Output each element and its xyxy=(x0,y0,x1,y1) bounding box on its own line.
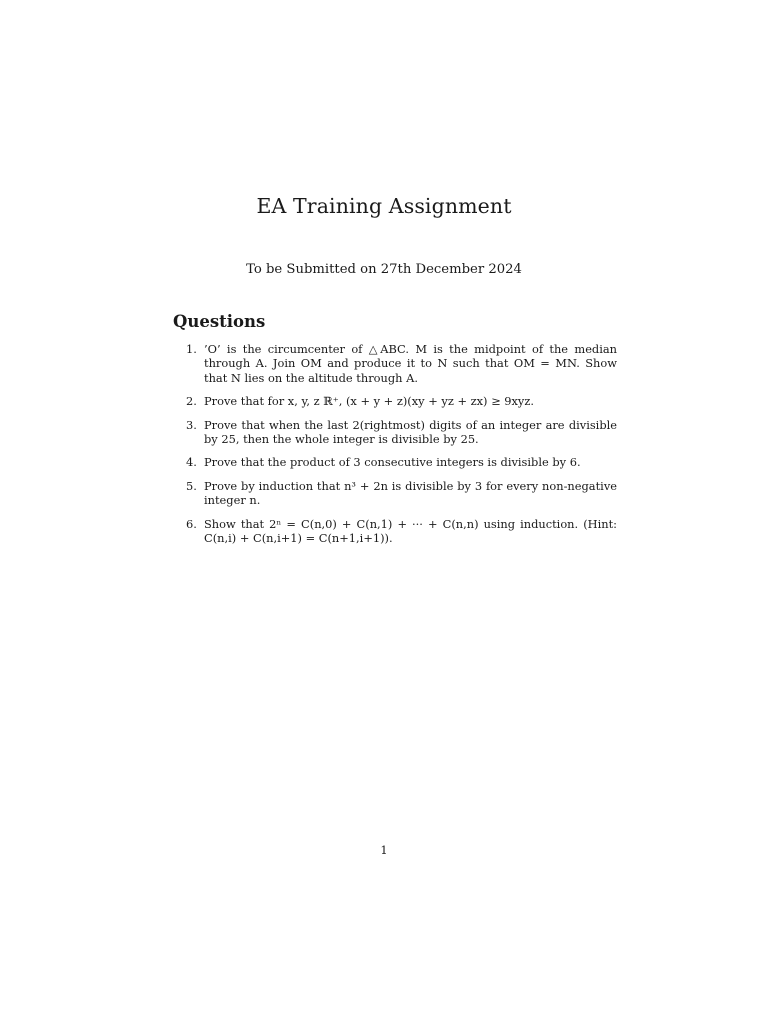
question-number: 1. xyxy=(186,342,197,356)
question-item xyxy=(173,342,617,385)
question-item xyxy=(173,418,617,447)
question-item xyxy=(173,479,617,508)
section-heading: Questions xyxy=(173,312,266,331)
question-item xyxy=(173,455,617,469)
question-number: 3. xyxy=(186,417,197,432)
question-text: Prove that for x, y, z ℝ⁺, (x + y + z)(xy + yz + zx) ≥ 9xyz. xyxy=(204,394,534,409)
question-number: 2. xyxy=(186,394,197,409)
question-number: 4. xyxy=(186,455,197,470)
question-number: 6. xyxy=(186,516,197,531)
document-title: EA Training Assignment xyxy=(256,194,512,218)
question-text: Prove that when the last 2(rightmost) digits of an integer are divisible by 25, then the whole integer is divisible by 25. xyxy=(204,417,617,447)
question-item xyxy=(173,517,617,546)
question-number: 5. xyxy=(186,478,197,493)
question-item xyxy=(173,394,617,408)
page-number: 1 xyxy=(380,843,388,857)
question-text: Show that 2ⁿ = C(n,0) + C(n,1) + ··· + C(n,n) using induction. (Hint: C(n,i) + C(n,i+1) = C(n+1,i+1)). xyxy=(204,516,617,546)
question-list xyxy=(173,342,617,554)
question-text: Prove by induction that n³ + 2n is divisible by 3 for every non-negative integer n. xyxy=(204,478,617,508)
question-text: ’O’ is the circumcenter of △ABC. M is the midpoint of the median through A. Join OM and produce it to N such that OM = MN. Show that N lies on the altitude through A. xyxy=(204,342,617,385)
document-subtitle: To be Submitted on 27th December 2024 xyxy=(246,262,522,277)
question-text: Prove that the product of 3 consecutive integers is divisible by 6. xyxy=(204,455,581,470)
